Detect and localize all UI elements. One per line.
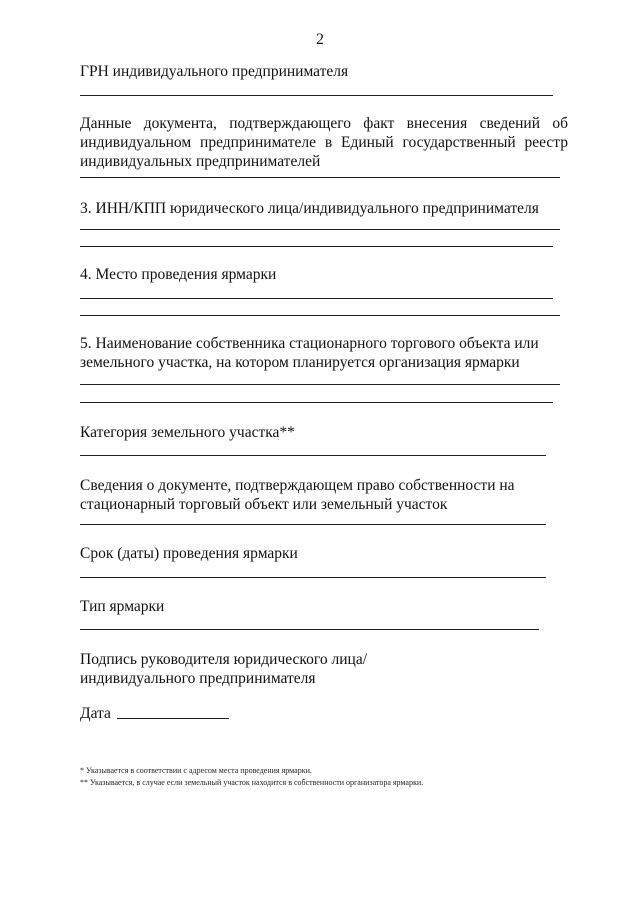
- inn-kpp-field-1[interactable]: [80, 229, 560, 230]
- fair-place-field-1[interactable]: [80, 298, 553, 299]
- date-row: [80, 704, 229, 723]
- fair-type-field[interactable]: [80, 629, 539, 630]
- fair-dates-label: Срок (даты) проведения ярмарки: [80, 545, 298, 562]
- owner-label-line1: 5. Наименование собственника стационарного торгового объекта или: [80, 335, 539, 352]
- inn-kpp-field-2[interactable]: [80, 246, 553, 247]
- owner-label-line2: земельного участка, на котором планируется организация ярмарки: [80, 354, 520, 371]
- grn-field[interactable]: [80, 95, 553, 96]
- grn-label: ГРН индивидуального предпринимателя: [80, 63, 349, 80]
- footnote-2: ** Указывается, в случае если земельный участок находится в собственности организатора ярмарки.: [80, 778, 424, 787]
- ownership-doc-label-line1: Сведения о документе, подтверждающем право собственности на: [80, 477, 515, 494]
- date-label: Дата: [80, 705, 111, 722]
- land-category-field[interactable]: [80, 455, 546, 456]
- owner-field-1[interactable]: [80, 384, 560, 385]
- signature-label-line2: индивидуального предпринимателя: [80, 670, 316, 687]
- fair-dates-field[interactable]: [80, 577, 546, 578]
- land-category-label: Категория земельного участка**: [80, 424, 295, 441]
- fair-type-label: Тип ярмарки: [80, 598, 165, 615]
- doc-data-label: Данные документа, подтверждающего факт внесения сведений об индивидуальном предпринимателе в Единый государственный реестр индивидуальных предпринимателей: [80, 115, 568, 170]
- fair-place-field-2[interactable]: [80, 315, 560, 316]
- inn-kpp-label: 3. ИНН/КПП юридического лица/индивидуального предпринимателя: [80, 200, 539, 217]
- signature-label-line1: Подпись руководителя юридического лица/: [80, 651, 368, 668]
- ownership-doc-label-line2: стационарный торговый объект или земельный участок: [80, 496, 448, 513]
- owner-field-2[interactable]: [80, 402, 553, 403]
- doc-data-field[interactable]: [80, 177, 560, 178]
- page-number: 2: [316, 31, 324, 48]
- footnote-1: * Указывается в соответствии с адресом места проведения ярмарки.: [80, 766, 312, 775]
- date-field[interactable]: [117, 718, 229, 719]
- ownership-doc-field[interactable]: [80, 524, 546, 525]
- fair-place-label: 4. Место проведения ярмарки: [80, 266, 277, 283]
